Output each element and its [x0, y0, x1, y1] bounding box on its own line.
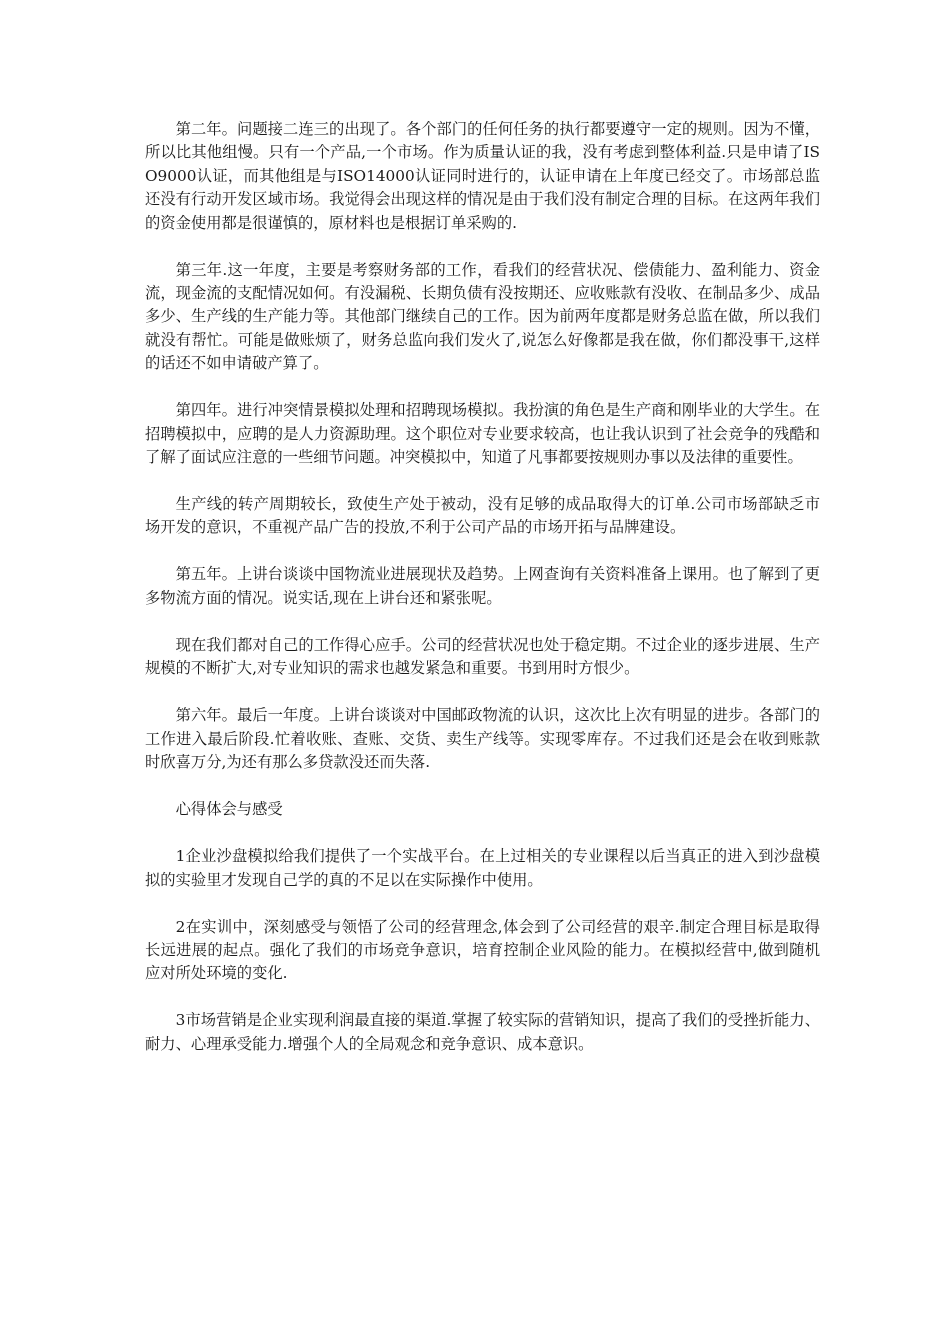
paragraph-year-three: 第三年.这一年度，主要是考察财务部的工作，看我们的经营状况、偿债能力、盈利能力、资金流，现金流的支配情况如何。有没漏税、长期负债有没按期还、应收账款有没收、在制品多少、成品多少、生产线的生产能力等。其他部门继续自己的工作。因为前两年度都是财务总监在做，所以我们就没有帮忙。可能是做账烦了，财务总监向我们发火了,说怎么好像都是我在做，你们都没事干,这样的话还不如申请破产算了。 — [145, 260, 820, 373]
point-two: 2在实训中，深刻感受与领悟了公司的经营理念,体会到了公司经营的艰辛.制定合理目标是取得长远进展的起点。强化了我们的市场竞争意识，培育控制企业风险的能力。在模拟经营中,做到随机应对所处环境的变化. — [145, 917, 820, 983]
document-body — [145, 118, 820, 1080]
point-one: 1企业沙盘模拟给我们提供了一个实战平台。在上过相关的专业课程以后当真正的进入到沙盘模拟的实验里才发现自己学的真的不足以在实际操作中使用。 — [145, 847, 820, 889]
paragraph-year-six: 第六年。最后一年度。上讲台谈谈对中国邮政物流的认识，这次比上次有明显的进步。各部门的工作进入最后阶段.忙着收账、查账、交货、卖生产线等。实现零库存。不过我们还是会在收到账款时欣喜万分,为还有那么多贷款没还而失落. — [145, 706, 820, 772]
paragraph-year-four: 第四年。进行冲突情景模拟处理和招聘现场模拟。我扮演的角色是生产商和刚毕业的大学生。在招聘模拟中，应聘的是人力资源助理。这个职位对专业要求较高，也让我认识到了社会竞争的残酷和了解了面试应注意的一些细节问题。冲突模拟中，知道了凡事都要按规则办事以及法律的重要性。 — [145, 401, 820, 467]
paragraph-production-line: 生产线的转产周期较长，致使生产处于被动，没有足够的成品取得大的订单.公司市场部缺乏市场开发的意识，不重视产品广告的投放,不利于公司产品的市场开拓与品牌建设。 — [145, 495, 820, 537]
point-three: 3市场营销是企业实现利润最直接的渠道.掌握了较实际的营销知识，提高了我们的受挫折能力、耐力、心理承受能力.增强个人的全局观念和竞争意识、成本意识。 — [145, 1011, 820, 1053]
paragraph-year-two: 第二年。问题接二连三的出现了。各个部门的任何任务的执行都要遵守一定的规则。因为不懂，所以比其他组慢。只有一个产品,一个市场。作为质量认证的我，没有考虑到整体利益.只是申请了ISO9000认证，而其他组是与ISO14000认证同时进行的，认证申请在上年度已经交了。市场部总监还没有行动开发区域市场。我觉得会出现这样的情况是由于我们没有制定合理的目标。在这两年我们的资金使用都是很谨慎的，原材料也是根据订单采购的. — [145, 120, 820, 232]
paragraph-current-state: 现在我们都对自己的工作得心应手。公司的经营状况也处于稳定期。不过企业的逐步进展、生产规模的不断扩大,对专业知识的需求也越发紧急和重要。书到用时方恨少。 — [145, 635, 820, 678]
section-heading: 心得体会与感受 — [175, 800, 283, 819]
paragraph-year-five: 第五年。上讲台谈谈中国物流业进展现状及趋势。上网查询有关资料准备上课用。也了解到了更多物流方面的情况。说实话,现在上讲台还和紧张呢。 — [145, 565, 820, 607]
